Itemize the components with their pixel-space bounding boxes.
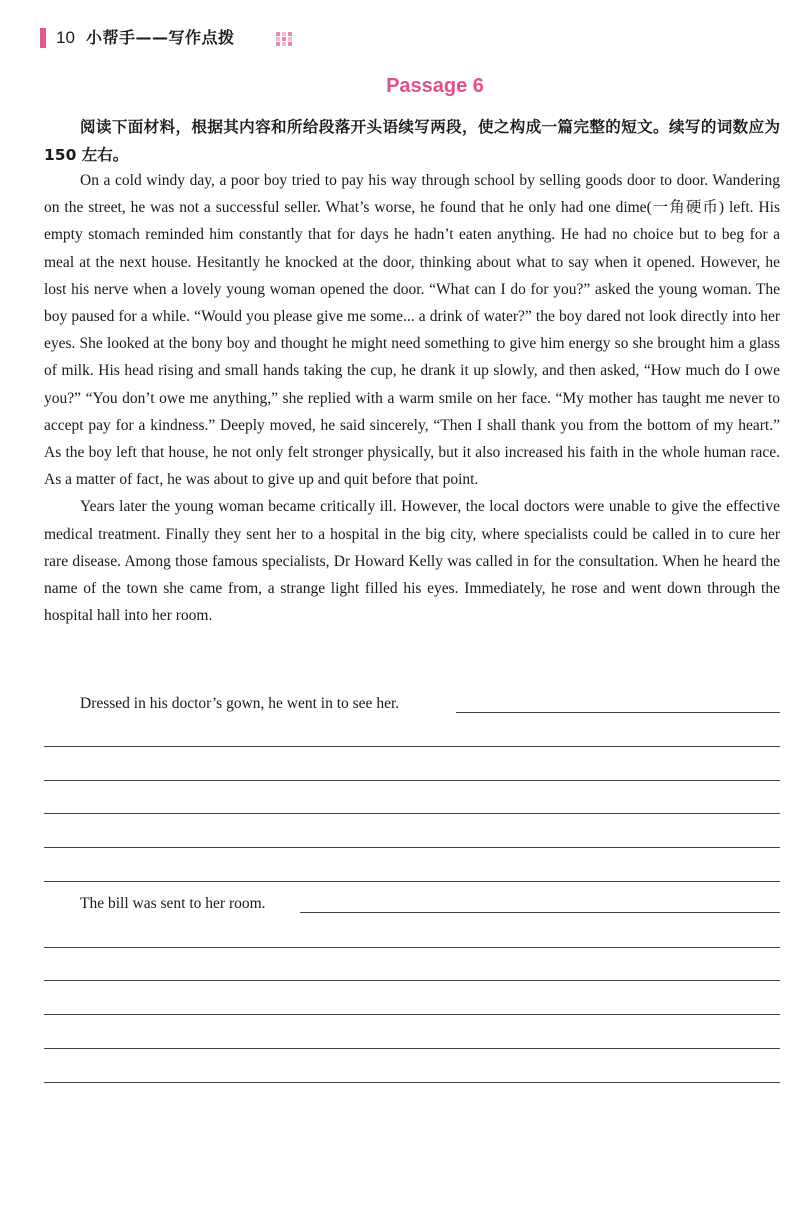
continuation-prompt-1 xyxy=(44,690,780,720)
writing-line[interactable] xyxy=(44,881,780,882)
writing-line[interactable] xyxy=(44,813,780,814)
continuation-prompt-2 xyxy=(44,890,780,920)
writing-line[interactable] xyxy=(300,912,780,913)
book-title: 小帮手——写作点拨 xyxy=(86,28,235,47)
writing-line[interactable] xyxy=(456,712,780,713)
writing-line[interactable] xyxy=(44,847,780,848)
page-number: 10 xyxy=(56,28,75,47)
header-accent-bar xyxy=(40,28,46,48)
story-paragraph-2: Years later the young woman became critically ill. However, the local doctors were unable to give the effective medical treatment. Finally they sent her to a hospital in the big city, where specialists could be called in to cure her rare disease. Among those famous specialists, Dr Howard Kelly was called in for the consultation. When he heard the name of the town she came from, a strange light filled his eyes. Immediately, he rose and went down through the hospital hall into her room. xyxy=(44,498,780,625)
instruction-text: 阅读下面材料，根据其内容和所给段落开头语续写两段，使之构成一篇完整的短文。续写的词数应为 150 左右。 xyxy=(44,118,780,164)
prompt-lead-1: Dressed in his doctor’s gown, he went in to see her. xyxy=(80,695,400,712)
writing-line[interactable] xyxy=(44,1082,780,1083)
writing-line[interactable] xyxy=(44,780,780,781)
story-body xyxy=(44,167,780,629)
decorative-squares-icon xyxy=(276,32,294,46)
writing-line[interactable] xyxy=(44,746,780,747)
writing-line[interactable] xyxy=(44,1014,780,1015)
writing-line[interactable] xyxy=(44,947,780,948)
passage-title: Passage 6 xyxy=(386,75,484,97)
writing-line[interactable] xyxy=(44,980,780,981)
writing-line[interactable] xyxy=(44,1048,780,1049)
page-header xyxy=(40,26,280,50)
story-paragraph-1: On a cold windy day, a poor boy tried to pay his way through school by selling goods door to door. Wandering on the street, he was not a successful seller. What’s worse, he found that he only had one dime(一角硬币) left. His empty stomach reminded him constantly that for days he hadn’t eaten anything. He had no choice but to beg for a meal at the next house. Hesitantly he knocked at the door, thinking about what to say when it opened. However, he lost his nerve when a lovely young woman opened the door. “What can I do for you?” asked the young woman. The boy paused for a while. “Would you please give me some... a drink of water?” the boy dared not look directly into her eyes. She looked at the bony boy and thought he might need something to give him energy so she brought him a glass of milk. His head rising and small hands taking the cup, he drank it up slowly, and then asked, “How much do I owe you?” “You don’t owe me anything,” she replied with a warm smile on her face. “My mother has taught me never to accept pay for a kindness.” Deeply moved, he said sincerely, “Then I shall thank you from the bottom of my heart.” As the boy left that house, he not only felt stronger physically, but it also increased his faith in the whole human race. As a matter of fact, he was about to give up and quit before that point. xyxy=(44,172,780,489)
prompt-lead-2: The bill was sent to her room. xyxy=(80,895,266,912)
